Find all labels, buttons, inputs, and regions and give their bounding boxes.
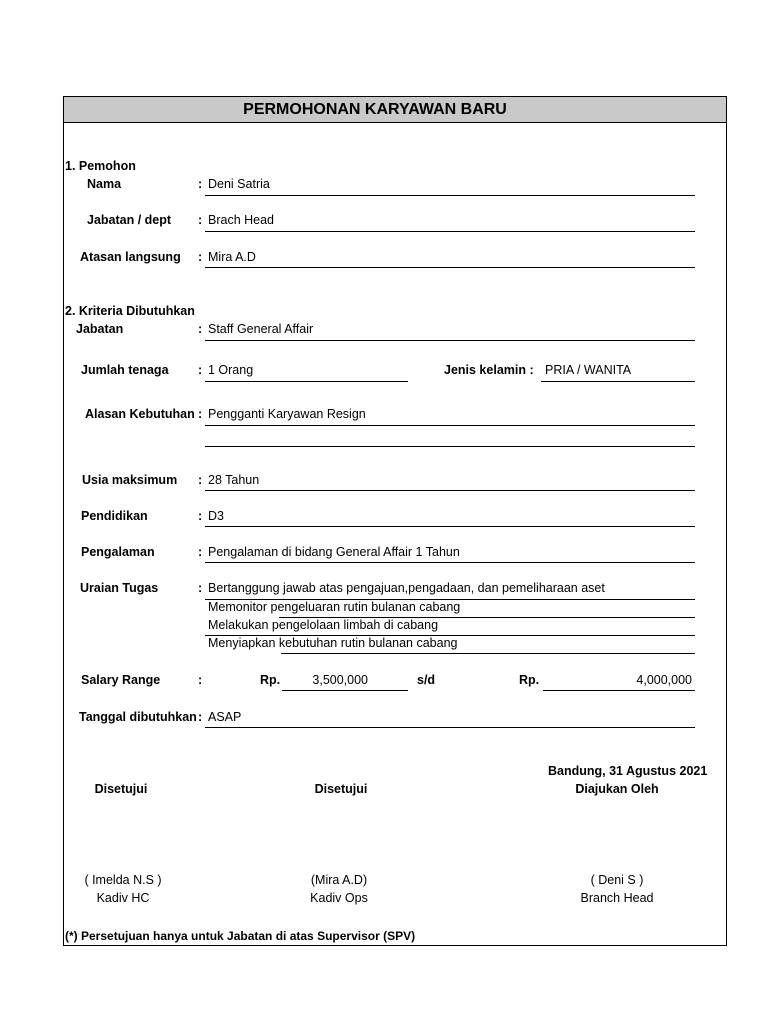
sign-col3-heading: Diajukan Oleh [575,782,659,796]
underline [205,526,695,527]
tanggal-label: Tanggal dibutuhkan [79,710,197,724]
colon: : [198,581,203,595]
underline [281,653,695,654]
pengalaman-value: Pengalaman di bidang General Affair 1 Tahun [208,545,460,559]
section2-heading: 2. Kriteria Dibutuhkan [65,304,195,318]
jenis-kelamin-value: PRIA / WANITA [545,363,632,377]
sign-col2-name: (Mira A.D) [310,873,368,887]
colon: : [198,177,203,191]
colon: : [198,213,203,227]
place-date: Bandung, 31 Agustus 2021 [548,764,708,778]
uraian-item: Menyiapkan kebutuhan rutin bulanan cabang [208,636,458,650]
atasan-label: Atasan langsung [80,250,181,264]
jabatan-dept-label: Jabatan / dept [87,213,172,227]
salary-min-value: 3,500,000 [312,673,368,687]
underline [205,425,695,426]
colon: : [198,710,203,724]
footnote: (*) Persetujuan hanya untuk Jabatan di atas Supervisor (SPV) [65,929,416,943]
underline [282,690,408,691]
form-title: PERMOHONAN KARYAWAN BARU [243,101,507,118]
jabatan-value: Staff General Affair [208,322,314,336]
salary-currency-min: Rp. [260,673,281,687]
underline [205,490,695,491]
salary-label: Salary Range [81,673,161,687]
jabatan-label: Jabatan [76,322,124,336]
colon: : [198,473,203,487]
colon: : [198,322,203,336]
underline [205,195,695,196]
uraian-item: Memonitor pengeluaran rutin bulanan cabang [208,600,461,614]
sign-col3-role: Branch Head [580,891,654,905]
colon: : [198,250,203,264]
sign-col1-name: ( Imelda N.S ) [84,873,162,887]
usia-label: Usia maksimum [82,473,178,487]
atasan-value: Mira A.D [208,250,256,264]
sign-col2-role: Kadiv Ops [310,891,368,905]
underline [205,267,695,268]
pendidikan-label: Pendidikan [81,509,148,523]
nama-value: Deni Satria [208,177,270,191]
jabatan-dept-value: Brach Head [208,213,275,227]
sign-col2-heading: Disetujui [314,782,368,796]
jenis-kelamin-label: Jenis kelamin : [444,363,534,377]
tanggal-value: ASAP [208,710,242,724]
sign-col1-heading: Disetujui [94,782,148,796]
nama-label: Nama [87,177,122,191]
salary-max-value: 4,000,000 [636,673,692,687]
underline [205,340,695,341]
colon: : [198,545,203,559]
usia-value: 28 Tahun [208,473,260,487]
pendidikan-value: D3 [208,509,224,523]
pengalaman-label: Pengalaman [81,545,155,559]
salary-separator: s/d [417,673,436,687]
alasan-value: Pengganti Karyawan Resign [208,407,366,421]
underline [205,231,695,232]
underline [205,381,408,382]
sign-col1-role: Kadiv HC [96,891,150,905]
sign-col3-name: ( Deni S ) [590,873,644,887]
uraian-label: Uraian Tugas [80,581,159,595]
colon: : [198,407,203,421]
underline [205,727,695,728]
colon: : [198,673,203,687]
title-bar [64,97,726,123]
jumlah-value: 1 Orang [208,363,254,377]
alasan-label: Alasan Kebutuhan [85,407,195,421]
colon: : [198,363,203,377]
colon: : [198,509,203,523]
underline [541,381,695,382]
salary-currency-max: Rp. [519,673,540,687]
section1-heading: 1. Pemohon [65,159,136,173]
jumlah-label: Jumlah tenaga [81,363,169,377]
underline [205,562,695,563]
underline [543,690,695,691]
uraian-item: Bertanggung jawab atas pengajuan,pengadaan, dan pemeliharaan aset [208,581,605,595]
uraian-item: Melakukan pengelolaan limbah di cabang [208,618,439,632]
underline [205,446,695,447]
